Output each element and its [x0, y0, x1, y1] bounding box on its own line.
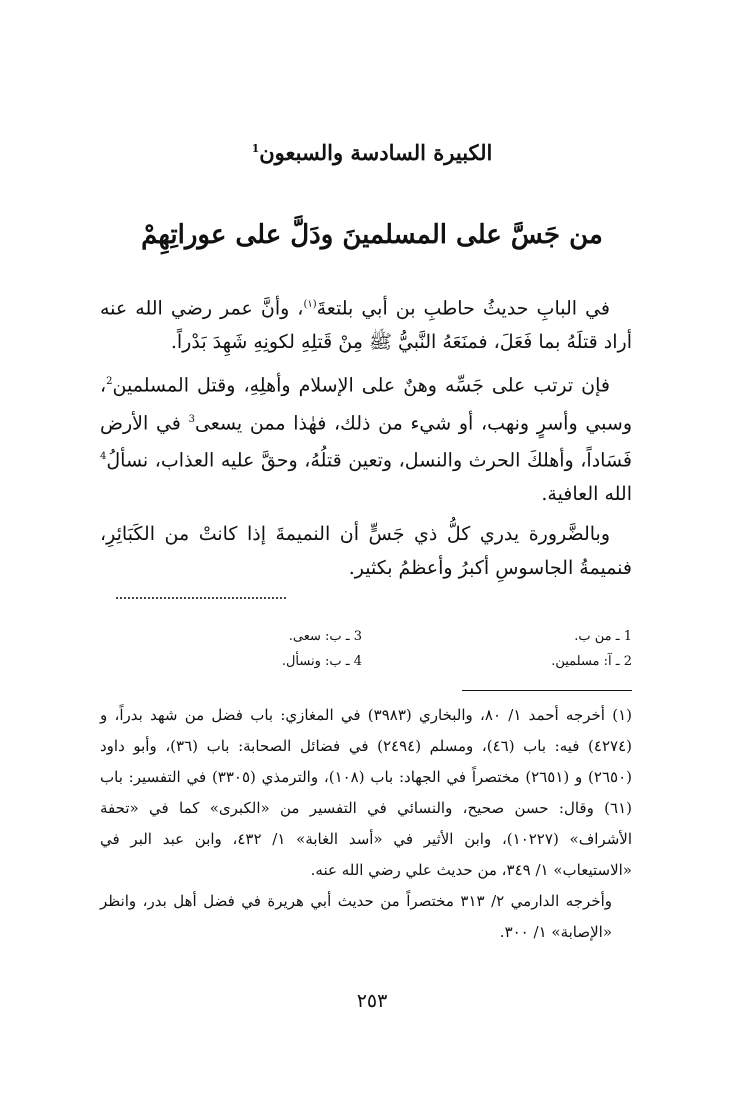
paragraph-3: وبالضَّرورة يدري كلُّ ذي جَسٍّ أن النميمةَ إذا كانتْ من الكَبَائِرِ، فنميمةُ الجاسوسِ أكبرُ وأعظمُ بكثير.: [100, 523, 632, 580]
paragraph-1-text: في البابِ حديثُ حاطبِ بن أبي بلتعةَ: [316, 297, 610, 320]
variant-note: 1 ـ من ب.: [574, 629, 632, 644]
chapter-title-marker: 1: [251, 142, 260, 155]
section-title: من جَسَّ على المسلمينَ ودَلَّ على عوراتِهِمْ: [141, 220, 603, 250]
main-text: [100, 288, 632, 591]
footnote-1: (١) أخرجه أحمد ١/ ٨٠، والبخاري (٣٩٨٣) في المغازي: باب فضل من شهد بدراً، و (٤٢٧٤) فيه: باب (٤٦)، ومسلم (٢٤٩٤) في فضائل الصحابة: باب (٣٦)، وأبو داود (٢٦٥٠) و (٢٦٥١) مختصراً في الجهاد: باب (١٠٨)، والترمذي (٣٣٠٥) في التفسير: باب (٦١) وقال: حسن صحيح، والنسائي في التفسير من «الكبرى» كما في «تحفة الأشراف» (١٠٢٢٧)، وابن الأثير في «أسد الغابة» ١/ ٤٣٢، وابن عبد البر في «الاستيعاب» ١/ ٣٤٩، من حديث علي رضي الله عنه.: [100, 706, 632, 879]
variant-notes-right-column: [432, 624, 632, 674]
footnote-divider: [462, 690, 632, 691]
paragraph-2-text-cont: ، وسبي وأسرٍ ونهب، أو شيء من ذلك، فهٰذا ممن يسعى: [100, 374, 632, 434]
dotted-separator: [116, 597, 286, 599]
paragraph-2-text-end: الله العافية.: [541, 483, 632, 506]
footnote-1-continuation: وأخرجه الدارمي ٢/ ٣١٣ مختصراً من حديث أبي هريرة في فضل أهل بدر، وانظر «الإصابة» ١/ ٣٠٠.: [100, 892, 613, 941]
variant-marker-3: 3: [188, 413, 195, 425]
paragraph-1: [100, 288, 632, 359]
chapter-title: [0, 140, 744, 165]
variant-marker-4: 4: [100, 450, 107, 462]
variant-marker-2: 2: [106, 376, 113, 388]
paragraph-2-text-cont2: في الأرض فَسَاداً، وأهلكَ الحرث والنسل، وتعين قتلُهُ، وحقَّ عليه العذاب، نسألُ: [100, 411, 632, 472]
footnotes: [100, 700, 632, 948]
variant-notes-left-column: [162, 624, 362, 674]
paragraph-1-text-cont: ، وأنَّ عمر رضي الله عنه أراد قتلَهُ بما فَعَلَ، فمنَعَهُ النَّبيُّ ﷺ مِنْ قَتلِهِ لكونِهِ شَهِدَ بَدْراً.: [100, 297, 632, 354]
variant-note: 4 ـ ب: ونسأل.: [281, 654, 362, 669]
footnote-ref-1: (١): [303, 299, 317, 310]
paragraph-2-text: فإن ترتب على جَسِّه وهنٌ على الإسلام وأهلِهِ، وقتل المسلمين: [112, 374, 610, 397]
variant-note: 2 ـ آ: مسلمين.: [551, 654, 632, 669]
chapter-title-text: الكبيرة السادسة والسبعون: [259, 140, 493, 165]
variant-note: 3 ـ ب: سعى.: [288, 629, 362, 644]
page-number: ٢٥٣: [356, 990, 388, 1012]
paragraph-2: [100, 365, 632, 511]
